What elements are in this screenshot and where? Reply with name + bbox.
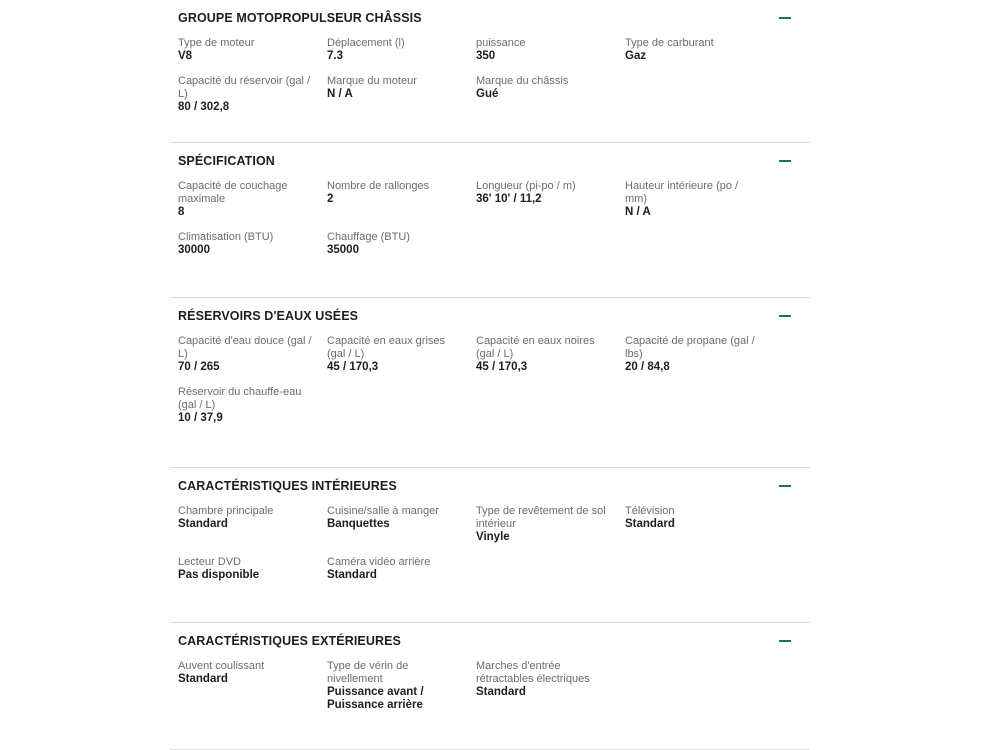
spec-item xyxy=(476,505,625,544)
minus-icon-bar xyxy=(779,640,791,642)
spec-value: 8 xyxy=(178,206,185,218)
spec-label: Réservoir du chauffe-eau (gal / L) xyxy=(178,386,302,411)
spec-section xyxy=(170,623,810,750)
spec-value: 10 / 37,9 xyxy=(178,412,223,424)
section-header[interactable] xyxy=(178,5,802,31)
spec-item xyxy=(178,37,327,63)
spec-label: Longueur (pi-po / m) xyxy=(476,180,576,192)
spec-label: Capacité du réservoir (gal / L) xyxy=(178,75,311,100)
spec-label: Caméra vidéo arrière xyxy=(327,556,431,568)
spec-section xyxy=(170,298,810,468)
spec-value: 350 xyxy=(476,50,496,62)
spec-item xyxy=(327,231,476,257)
minus-icon-bar xyxy=(779,315,791,317)
spec-item xyxy=(327,37,476,63)
spec-item xyxy=(327,660,476,712)
minus-icon-bar xyxy=(779,485,791,487)
spec-item xyxy=(178,75,327,114)
spec-value: 2 xyxy=(327,193,334,205)
spec-value: 45 / 170,3 xyxy=(327,361,379,373)
spec-grid xyxy=(178,499,802,594)
minus-icon-bar xyxy=(779,160,791,162)
spec-label: Type de carburant xyxy=(625,37,714,49)
spec-label: Cuisine/salle à manger xyxy=(327,505,439,517)
spec-item xyxy=(476,180,625,219)
spec-item xyxy=(327,505,476,544)
spec-label: Hauteur intérieure (po / mm) xyxy=(625,180,739,205)
spec-item xyxy=(476,660,625,712)
spec-value: N / A xyxy=(625,206,651,218)
spec-label: Auvent coulissant xyxy=(178,660,265,672)
spec-item xyxy=(476,335,625,374)
spec-item xyxy=(625,37,774,63)
spec-label: Capacité en eaux grises (gal / L) xyxy=(327,335,446,360)
minus-icon-bar xyxy=(779,17,791,19)
spec-label: Capacité d'eau douce (gal / L) xyxy=(178,335,312,360)
spec-sections xyxy=(170,0,810,750)
spec-value: 7.3 xyxy=(327,50,343,62)
spec-label: Type de moteur xyxy=(178,37,255,49)
spec-value: N / A xyxy=(327,88,353,100)
spec-grid xyxy=(178,174,802,269)
spec-value: Pas disponible xyxy=(178,569,260,581)
minus-icon[interactable] xyxy=(778,634,792,648)
spec-value: 35000 xyxy=(327,244,359,256)
spec-item xyxy=(178,660,327,712)
spec-label: Nombre de rallonges xyxy=(327,180,430,192)
spec-value: 80 / 302,8 xyxy=(178,101,230,113)
spec-item xyxy=(476,75,625,114)
spec-value: 30000 xyxy=(178,244,210,256)
spec-item xyxy=(327,75,476,114)
spec-item xyxy=(178,231,327,257)
spec-value: 20 / 84,8 xyxy=(625,361,670,373)
section-title: CARACTÉRISTIQUES EXTÉRIEURES xyxy=(178,634,401,648)
spec-item xyxy=(327,335,476,374)
spec-label: Marches d'entrée rétractables électriques xyxy=(476,660,590,685)
section-title: SPÉCIFICATION xyxy=(178,154,275,168)
spec-section xyxy=(170,0,810,143)
spec-value: Vinyle xyxy=(476,531,510,543)
spec-item xyxy=(178,180,327,219)
spec-value: Standard xyxy=(178,518,228,530)
section-header[interactable] xyxy=(178,473,802,499)
spec-item xyxy=(178,505,327,544)
section-title: CARACTÉRISTIQUES INTÉRIEURES xyxy=(178,479,397,493)
spec-label: Type de revêtement de sol intérieur xyxy=(476,505,606,530)
spec-item xyxy=(178,335,327,374)
spec-label: puissance xyxy=(476,37,526,49)
spec-value: Standard xyxy=(476,686,526,698)
spec-label: Marque du moteur xyxy=(327,75,417,87)
spec-value: V8 xyxy=(178,50,193,62)
spec-item xyxy=(625,505,774,544)
spec-value: Banquettes xyxy=(327,518,390,530)
spec-value: Puissance avant / Puissance arrière xyxy=(327,686,424,711)
spec-value: 45 / 170,3 xyxy=(476,361,528,373)
spec-label: Lecteur DVD xyxy=(178,556,241,568)
spec-label: Chauffage (BTU) xyxy=(327,231,410,243)
spec-value: Standard xyxy=(327,569,377,581)
spec-value: Standard xyxy=(178,673,228,685)
minus-icon[interactable] xyxy=(778,309,792,323)
spec-item xyxy=(625,335,774,374)
spec-value: Standard xyxy=(625,518,675,530)
section-header[interactable] xyxy=(178,303,802,329)
spec-grid xyxy=(178,329,802,437)
spec-item xyxy=(327,180,476,219)
spec-grid xyxy=(178,31,802,126)
spec-item xyxy=(625,180,774,219)
spec-label: Marque du châssis xyxy=(476,75,569,87)
spec-item xyxy=(178,556,327,582)
spec-label: Climatisation (BTU) xyxy=(178,231,274,243)
spec-section xyxy=(170,468,810,623)
section-header[interactable] xyxy=(178,628,802,654)
spec-item xyxy=(178,386,327,425)
spec-label: Capacité de propane (gal / lbs) xyxy=(625,335,755,360)
spec-value: 70 / 265 xyxy=(178,361,220,373)
spec-value: Gaz xyxy=(625,50,647,62)
minus-icon[interactable] xyxy=(778,154,792,168)
spec-value: Gué xyxy=(476,88,499,100)
minus-icon[interactable] xyxy=(778,479,792,493)
section-title: GROUPE MOTOPROPULSEUR CHÂSSIS xyxy=(178,11,422,25)
spec-label: Télévision xyxy=(625,505,675,517)
spec-section xyxy=(170,143,810,298)
spec-label: Type de vérin de nivellement xyxy=(327,660,409,685)
spec-label: Déplacement (l) xyxy=(327,37,405,49)
spec-value: 36' 10' / 11,2 xyxy=(476,193,542,205)
spec-label: Capacité de couchage maximale xyxy=(178,180,288,205)
spec-label: Chambre principale xyxy=(178,505,274,517)
spec-item xyxy=(327,556,476,582)
spec-grid xyxy=(178,654,802,724)
spec-label: Capacité en eaux noires (gal / L) xyxy=(476,335,595,360)
spec-item xyxy=(476,37,625,63)
section-header[interactable] xyxy=(178,148,802,174)
minus-icon[interactable] xyxy=(778,11,792,25)
section-title: RÉSERVOIRS D'EAUX USÉES xyxy=(178,309,359,323)
